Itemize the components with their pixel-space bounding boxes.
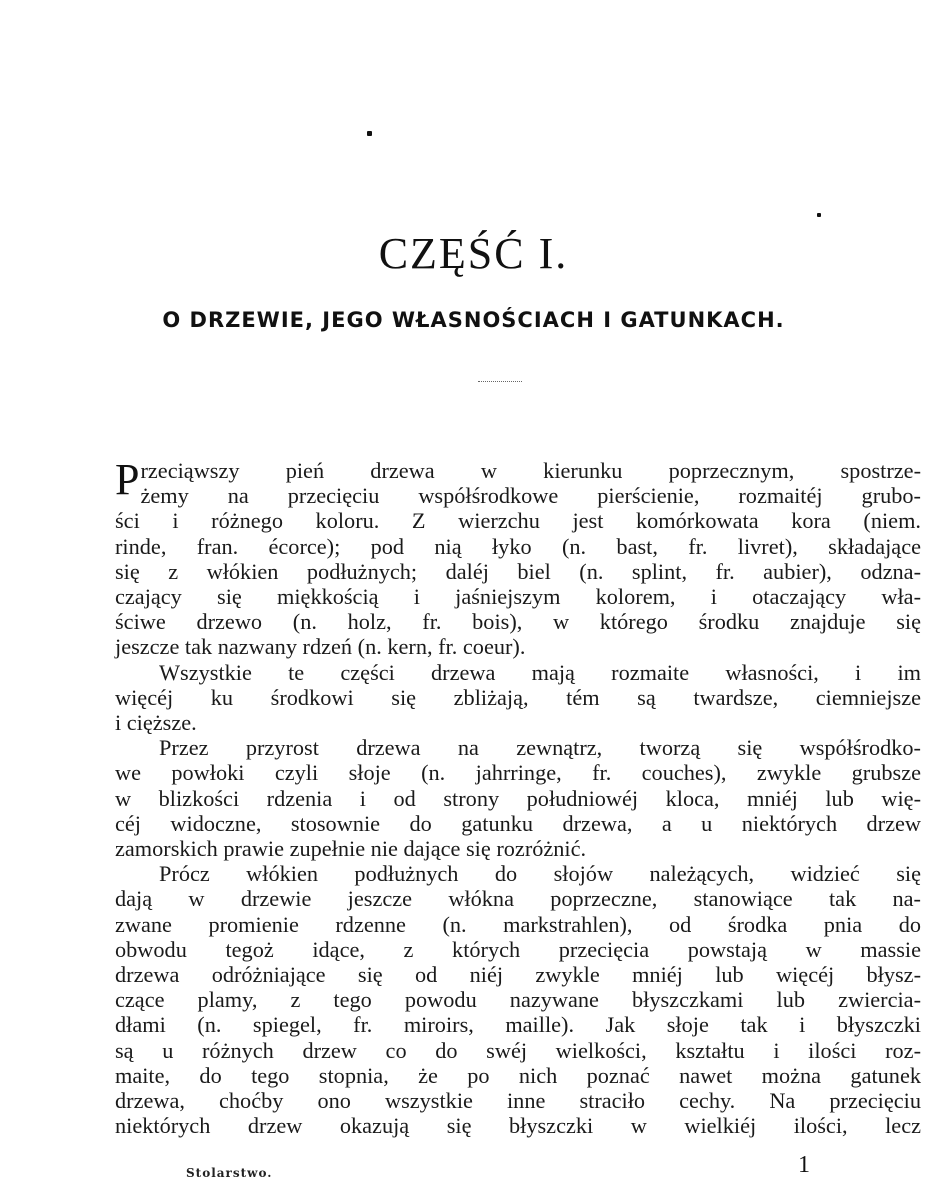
text-line: ściwe drzewo (n. holz, fr. bois), w którego środku znajduje się <box>115 609 921 635</box>
text-line: są u różnych drzew co do swéj wielkości, kształtu i ilości roz- <box>115 1037 921 1063</box>
text-line: dłami (n. spiegel, fr. miroirs, maille). Jak słoje tak i błyszczki <box>115 1012 921 1038</box>
text-line: niektórych drzew okazują się błyszczki w wielkiéj ilości, lecz <box>115 1113 921 1139</box>
print-speck <box>817 213 821 217</box>
text-line: rzeciąwszy pień drzewa w kierunku poprzecznym, spostrze- <box>140 458 921 483</box>
chapter-subtitle: O DRZEWIE, JEGO WŁASNOŚCIACH I GATUNKACH. <box>162 308 785 332</box>
text-line: Prócz włókien podłużnych do słojów należących, widzieć się <box>159 861 921 887</box>
text-line: czający się miękkością i jaśniejszym kolorem, i otaczający wła- <box>115 584 921 610</box>
text-line: zwane promienie rdzenne (n. markstrahlen), od środka pnia do <box>115 911 921 937</box>
text-line: jeszcze tak nazwany rdzeń (n. kern, fr. coeur). <box>115 634 526 660</box>
text-line: zamorskich prawie zupełnie nie dające się rozróżnić. <box>115 836 587 862</box>
text-line: drzewa, choćby ono wszystkie inne straciło cechy. Na przecięciu <box>115 1088 921 1114</box>
text-line: céj widoczne, stosownie do gatunku drzewa, a u niektórych drzew <box>115 810 921 836</box>
print-speck <box>367 131 372 136</box>
drop-cap: P <box>115 455 140 504</box>
title-divider <box>478 381 522 382</box>
footer-signature: Stolarstwo. <box>186 1166 273 1180</box>
chapter-title: CZĘŚĆ I. <box>378 229 569 278</box>
text-line: w blizkości rdzenia i od strony południowéj kloca, mniéj lub wię- <box>115 785 921 811</box>
text-line: ści i różnego koloru. Z wierzchu jest komórkowata kora (niem. <box>115 508 921 534</box>
text-line: drzewa odróżniające się od niéj zwykle mniéj lub więcéj błysz- <box>115 962 921 988</box>
text-line: żemy na przecięciu współśrodkowe pierścienie, rozmaitéj grubo- <box>140 483 921 509</box>
body-text <box>115 455 921 1139</box>
text-line: czące plamy, z tego powodu nazywane błyszczkami lub zwiercia- <box>115 987 921 1013</box>
text-line: Wszystkie te części drzewa mają rozmaite własności, i im <box>159 659 921 685</box>
text-line: się z włókien podłużnych; daléj biel (n. splint, fr. aubier), odzna- <box>115 558 921 584</box>
text-line: dają w drzewie jeszcze włókna poprzeczne, stanowiące tak na- <box>115 886 921 912</box>
page-number: 1 <box>798 1152 810 1178</box>
text-line: Przez przyrost drzewa na zewnątrz, tworzą się współśrodko- <box>159 735 921 761</box>
text-line: we powłoki czyli słoje (n. jahrringe, fr. couches), zwykle grubsze <box>115 760 921 786</box>
text-line: więcéj ku środkowi się zbliżają, tém są twardsze, ciemniejsze <box>115 684 921 710</box>
text-line: i cięższe. <box>115 710 197 736</box>
text-line: rinde, fran. écorce); pod nią łyko (n. bast, fr. livret), składające <box>115 533 921 559</box>
text-line: maite, do tego stopnia, że po nich poznać nawet można gatunek <box>115 1062 921 1088</box>
text-line: obwodu tegoż idące, z których przecięcia powstają w massie <box>115 936 921 962</box>
